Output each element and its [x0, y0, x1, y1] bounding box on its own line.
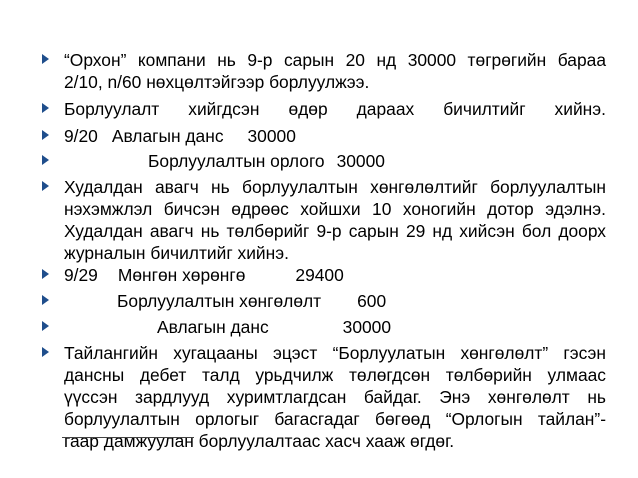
bullet-icon: [42, 103, 49, 113]
entry-amount: 30000: [247, 126, 296, 146]
bullet-icon: [42, 347, 49, 357]
journal-entry-credit: [64, 150, 606, 172]
entry-date: 9/20: [64, 126, 98, 146]
text-line: журналын бичилтийг хийнэ.: [64, 243, 289, 263]
entry-amount: 600: [357, 291, 387, 311]
paragraph-report-note: [64, 342, 606, 452]
text-line: нэхэмжлэл бичсэн өдрөөс хойшхи 10 хоногийн дотор эдэлнэ.: [64, 199, 606, 219]
bullet-icon: [42, 295, 49, 305]
bullet-icon: [42, 269, 49, 279]
text-line: 2/10, n/60 нөхцөлтэйгээр борлуулжээ.: [64, 72, 370, 92]
entry-account: Авлагын данс: [157, 317, 269, 337]
entry-account: Борлуулалтын хөнгөлөлт: [117, 291, 322, 311]
entry-date: 9/29: [64, 265, 98, 285]
bullet-icon: [42, 181, 49, 191]
bullet-icon: [42, 130, 49, 140]
bullet-icon: [42, 321, 49, 331]
text-line: Худалдан авагч нь борлуулалтын хөнгөлөлтийг борлуулалтын: [64, 177, 606, 197]
text-line: Борлуулалт хийгдсэн өдөр дараах бичилтийг хийнэ.: [64, 99, 606, 119]
text-line: үүссэн зардлууд хуримтлагдсан байдаг. Энэ хөнгөлөлт нь: [64, 387, 606, 407]
entry-account: Авлагын данс: [111, 126, 224, 146]
journal-entry-discount: [64, 290, 606, 312]
text-line: борлуулалтын орлогыг багасгадаг бөгөөд “Орлогын тайлан”-: [64, 409, 606, 429]
journal-entry-debit: [64, 125, 606, 147]
text-line: “Орхон” компани нь 9-р сарын 20 нд 30000 төгрөгийн бараа: [64, 50, 606, 70]
paragraph-intro: [64, 49, 606, 93]
journal-entry-receivable: [64, 316, 606, 338]
entry-account: Борлуулалтын орлого: [148, 151, 325, 171]
text-line: Худалдан авагч нь төлбөрийг 9-р сарын 29 нд хийсэн бол доорх: [64, 221, 606, 241]
bullet-icon: [42, 155, 49, 165]
entry-amount: 30000: [342, 317, 392, 337]
underline-divider: [62, 437, 194, 438]
journal-entry-cash: [64, 264, 606, 286]
entry-amount: 29400: [295, 265, 344, 285]
bullet-icon: [42, 54, 49, 64]
text-line: дансны дебет талд урьдчилж төлөгдсөн төлбөрийн улмаас: [64, 365, 606, 385]
paragraph-discount-rule: [64, 176, 606, 264]
entry-amount: 30000: [336, 151, 385, 171]
paragraph-entry-note: [64, 98, 606, 120]
entry-account: Мөнгөн хөрөнгө: [117, 265, 246, 285]
text-line: гаар дамжуулан борлуулалтаас хасч хааж өгдөг.: [64, 431, 455, 451]
text-line: Тайлангийн хугацааны эцэст “Борлуулатын хөнгөлөлт” гэсэн: [64, 343, 606, 363]
